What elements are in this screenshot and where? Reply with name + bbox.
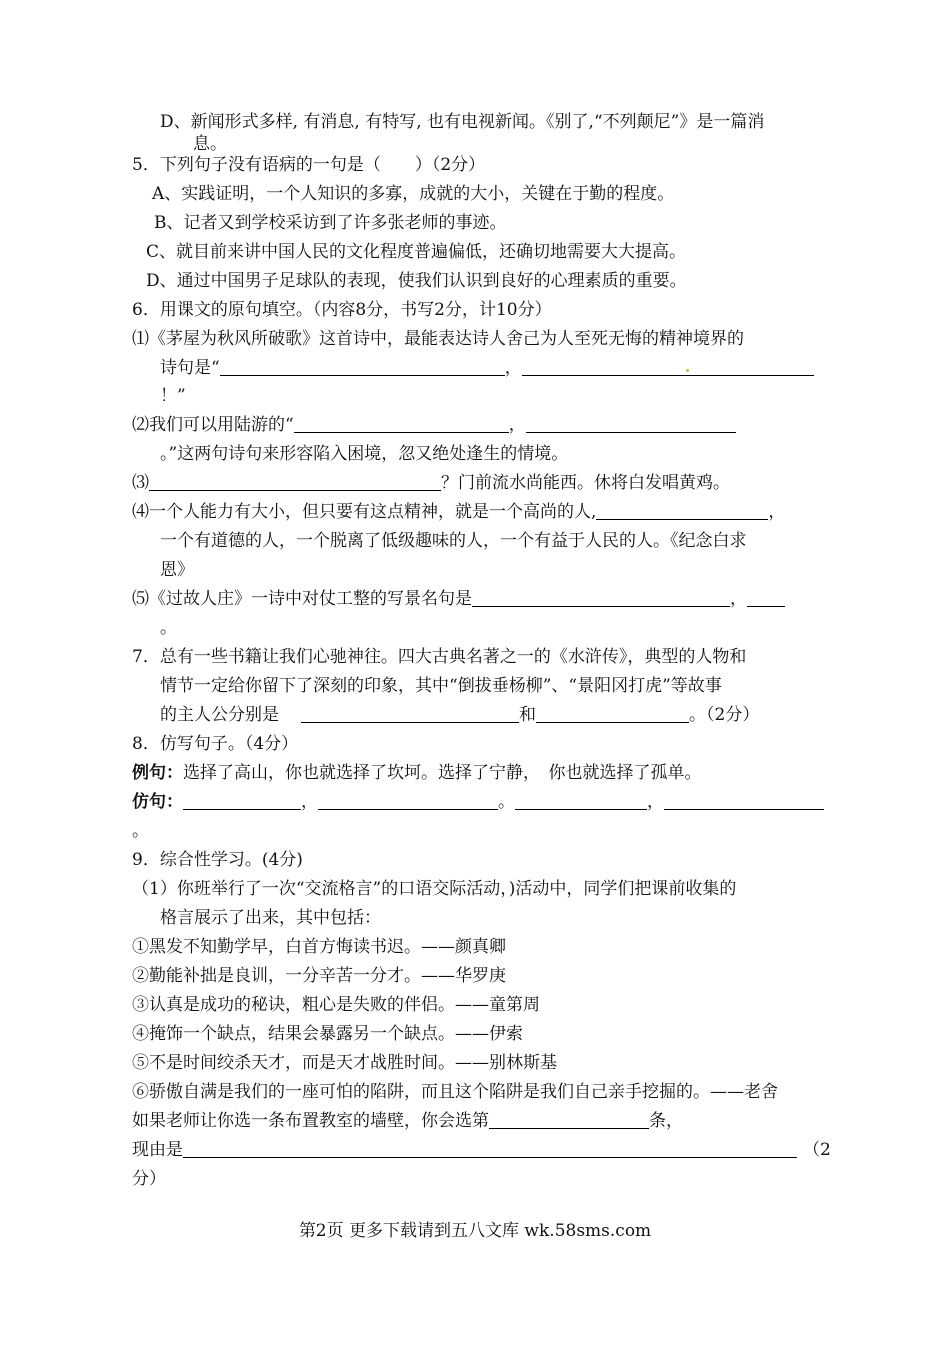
quote-item: ⑥骄傲自满是我们的一座可怕的陷阱，而且这个陷阱是我们自己亲手挖掘的。——老舍 [132,1082,778,1102]
q7-and: 和 [519,705,536,725]
q6-item4-cont: 一个有道德的人，一个脱离了低级趣味的人，一个有益于人民的人。《纪念白求 [160,531,747,551]
q6-item4 [132,500,785,524]
q8-example [132,761,702,785]
q6-item1-answer-line [160,356,814,380]
comma: ， [504,358,522,378]
q9-part1-cont: 格言展示了出来，其中包括： [160,908,381,928]
quote-item: ④掩饰一个缺点，结果会暴露另一个缺点。——伊索 [132,1024,523,1044]
q6-item3 [132,471,730,495]
q8-end: 。 [132,821,149,841]
quote-item: ③认真是成功的秘诀，粗心是失败的伴侣。——童第周 [132,995,540,1015]
q6-item1-end: ！” [160,386,186,406]
comma: ， [647,792,664,812]
comma: ， [301,792,318,812]
answer-blank[interactable] [183,791,301,810]
q9-choose-end: 条， [649,1111,683,1131]
answer-blank[interactable] [536,704,689,723]
q6-item3-text: ？门前流水尚能西。休将白发唱黄鸡。 [441,473,730,493]
q7-line1: 7．总有一些书籍让我们心驰神往。四大古典名著之一的《水浒传》，典型的人物和 [132,647,747,667]
quote-item: ⑤不是时间绞杀天才，而是天才战胜时间。——别林斯基 [132,1053,557,1073]
comma: ， [730,589,747,609]
answer-blank[interactable] [220,357,505,376]
q6-stem: 6．用课文的原句填空。（内容8分，书写2分，计10分） [132,300,552,320]
q7-line3 [160,703,759,727]
answer-blank[interactable] [664,791,824,810]
answer-blank[interactable] [526,414,736,433]
comma: ， [508,415,526,435]
answer-blank[interactable] [149,472,441,491]
answer-blank[interactable] [472,588,730,607]
q4-option-d-cont: 息。 [193,134,227,154]
q6-item5 [132,587,785,611]
comma: ， [768,502,786,522]
answer-blank[interactable] [294,414,509,433]
q6-item4-text: ⑷一个人能力有大小，但只要有这点精神，就是一个高尚的人, [132,502,597,522]
q6-item2-prefix: ⑵我们可以用陆游的“ [132,415,294,435]
page-footer: 第2页 更多下载请到五八文库 wk.58sms.com [298,1221,652,1241]
quote-item: ①黑发不知勤学早，白首方悔读书迟。——颜真卿 [132,937,506,957]
q6-item2-cont: 。”这两句诗句来形容陷入困境，忽又绝处逢生的情境。 [160,444,569,464]
q6-item2 [132,413,736,437]
example-label: 例句： [132,763,183,783]
q8-stem: 8．仿写句子。（4分） [132,734,299,754]
imitate-label: 仿句： [132,792,183,812]
q9-score-end: 分） [132,1169,166,1189]
q5-option-c: C、就目前来讲中国人民的文化程度普遍偏低，还确切地需要大大提高。 [146,242,687,262]
answer-blank[interactable] [522,357,814,376]
q5-stem: 5．下列句子没有语病的一句是（ ）（2分） [132,155,486,175]
answer-blank[interactable] [747,588,785,607]
q6-item4-source: 恩》 [160,560,194,580]
q7-line2: 情节一定给你留下了深刻的印象，其中“倒拔垂杨柳”、“景阳冈打虎”等故事 [160,676,722,696]
example-text: 选择了高山，你也就选择了坎坷。选择了宁静， 你也就选择了孤单。 [183,763,702,783]
q4-option-d: D、新闻形式多样, 有消息, 有特写, 也有电视新闻。《别了,“不列颠尼”》是一篇消 [160,112,765,132]
q7-prefix: 的主人公分别是 [160,705,279,725]
answer-blank[interactable] [301,704,519,723]
q6-item1: ⑴《茅屋为秋风所破歌》这首诗中，最能表达诗人舍己为人至死无悔的精神境界的 [132,329,744,349]
q6-item5-end: 。 [160,618,177,638]
answer-blank[interactable] [318,791,498,810]
answer-blank[interactable] [489,1110,649,1129]
period: 。 [498,792,515,812]
q5-option-d: D、通过中国男子足球队的表现，使我们认识到良好的心理素质的重要。 [146,271,687,291]
q5-option-b: B、记者又到学校采访到了许多张老师的事迹。 [154,213,507,233]
q7-end: 。（2分） [689,705,760,725]
stray-dot [686,369,689,372]
q5-option-a: A、实践证明，一个人知识的多寡，成就的大小，关键在于勤的程度。 [152,184,675,204]
quote-item: ②勤能补拙是良训，一分辛苦一分才。——华罗庚 [132,966,506,986]
q9-reason [132,1138,797,1162]
answer-blank[interactable] [183,1139,797,1158]
q9-score: （2 [803,1140,831,1160]
q6-item1-prefix: 诗句是“ [160,358,220,378]
q9-choose-text: 如果老师让你选一条布置教室的墙壁，你会选第 [132,1111,489,1131]
q9-part1: （1）你班举行了一次“交流格言”的口语交际活动，)活动中，同学们把课前收集的 [132,879,737,899]
answer-blank[interactable] [515,791,647,810]
q9-stem: 9．综合性学习。(4分) [132,850,303,870]
q6-item5-text: ⑸《过故人庄》一诗中对仗工整的写景名句是 [132,589,472,609]
q8-imitate [132,790,824,814]
q9-choose [132,1109,683,1133]
q6-item3-prefix: ⑶ [132,473,149,493]
q9-reason-label: 现由是 [132,1140,183,1160]
answer-blank[interactable] [596,501,768,520]
